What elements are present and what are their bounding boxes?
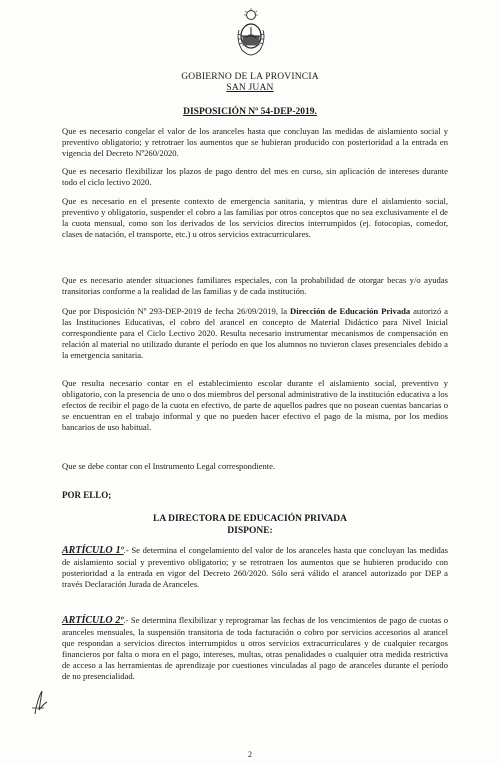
directora-heading: LA DIRECTORA DE EDUCACIÓN PRIVADA (153, 514, 347, 524)
government-heading: GOBIERNO DE LA PROVINCIA (181, 72, 319, 82)
articulo-2-title: ARTÍCULO 2º (62, 615, 124, 626)
articulo-1: ARTÍCULO 1º.- Se determina el congelamiento del valor de los aranceles hasta que concluyan las medidas de aislamiento social y preventivo obligatorio; y se retrotraen los aumentos que se hubieren producido con posterioridad a la entrada en vigor del Decreto 260/2020. Sólo será válido el arancel autorizado por DEP a través Declaración Jurada de Aranceles. (62, 545, 449, 589)
considerando-2: Que es necesario flexibilizar los plazos de pago dentro del mes en curso, sin aplicación de intereses durante todo el ciclo lectivo 2020. (62, 166, 448, 187)
dispone-heading: DISPONE: (227, 526, 273, 536)
direccion-educacion-privada: Dirección de Educación Privada (289, 306, 411, 316)
por-ello: POR ELLO; (62, 490, 112, 500)
articulo-2: ARTÍCULO 2º.- Se determina flexibilizar y reprogramar las fechas de los vencimientos de pago de cuotas o aranceles mensuales, la suspensión transitoria de toda facturación o cobro por servicios accesorios al arancel que respondan a servicios directos interrumpidos u otros servicios extracurriculares y de cualquier recargos financieros por falta o mora en el pago, intereses, multas, otras penalidades o cualquier otra medida restrictiva de acceso a las herramientas de aprendizaje por cuestiones vinculadas al pago de aranceles durante el período de no presencialidad. (62, 615, 448, 681)
page-number: 2 (248, 750, 252, 759)
considerando-4: Que es necesario atender situaciones familiares especiales, con la probabilidad de otorgar becas y/o ayudas transitorias conforme a la realidad de las familias y de cada institución. (62, 275, 448, 296)
considerando-6: Que resulta necesario contar en el establecimiento escolar durante el aislamiento social, preventivo y obligatorio, con la presencia de uno o dos miembros del personal administrativo de la institución educativa a los efectos de recibir el pago de la cuota en efectivo, de parte de aquellos padres que no posean cuentas bancarias o se encuentran en el trabajo informal y que no pueden hacer efectivo el pago de la misma, por los medios bancarios de uso habitual. (62, 378, 448, 432)
provincial-seal-icon (234, 8, 268, 58)
considerando-5: Que por Disposición Nº 293-DEP-2019 de fecha 26/09/2019, la Dirección de Educación Privada autorizó a las Instituciones Educativas, el cobro del arancel en concepto de Material Didáctico para Nivel Inicial correspondiente para el Ciclo Lectivo 2020. Resulta necesario instrumentar mecanismos de compensación en relación al material no utilizado durante el período en que los alumnos no tuvieron clases presenciales debido a la emergencia sanitaria. (62, 306, 448, 360)
considerando-7: Que se debe contar con el Instrumento Legal correspondiente. (62, 461, 276, 471)
considerando-3: Que es necesario en el presente contexto de emergencia sanitaria, y mientras dure el aislamiento social, preventivo y obligatorio, suspender el cobro a las familias por otros conceptos que no sea exclusivamente el de la cuota mensual, como son los derivados de los servicios directos interrumpidos (ej. fotocopias, comedor, clases de natación, el transporte, etc.) u otros servicios extracurriculares. (62, 196, 448, 239)
disposition-title: DISPOSICIÓN Nº 54-DEP-2019. (183, 107, 317, 117)
articulo-1-title: ARTÍCULO 1º (62, 545, 124, 556)
considerando-1: Que es necesario congelar el valor de los aranceles hasta que concluyan las medidas de aislamiento social y preventivo obligatorio; y retrotraer los aumentos que se hubieran producido con posterioridad a la entrada en vigencia del Decreto Nº260/2020. (62, 126, 448, 158)
province-name: SAN JUAN (226, 83, 274, 93)
initials-signature-icon (30, 688, 50, 716)
